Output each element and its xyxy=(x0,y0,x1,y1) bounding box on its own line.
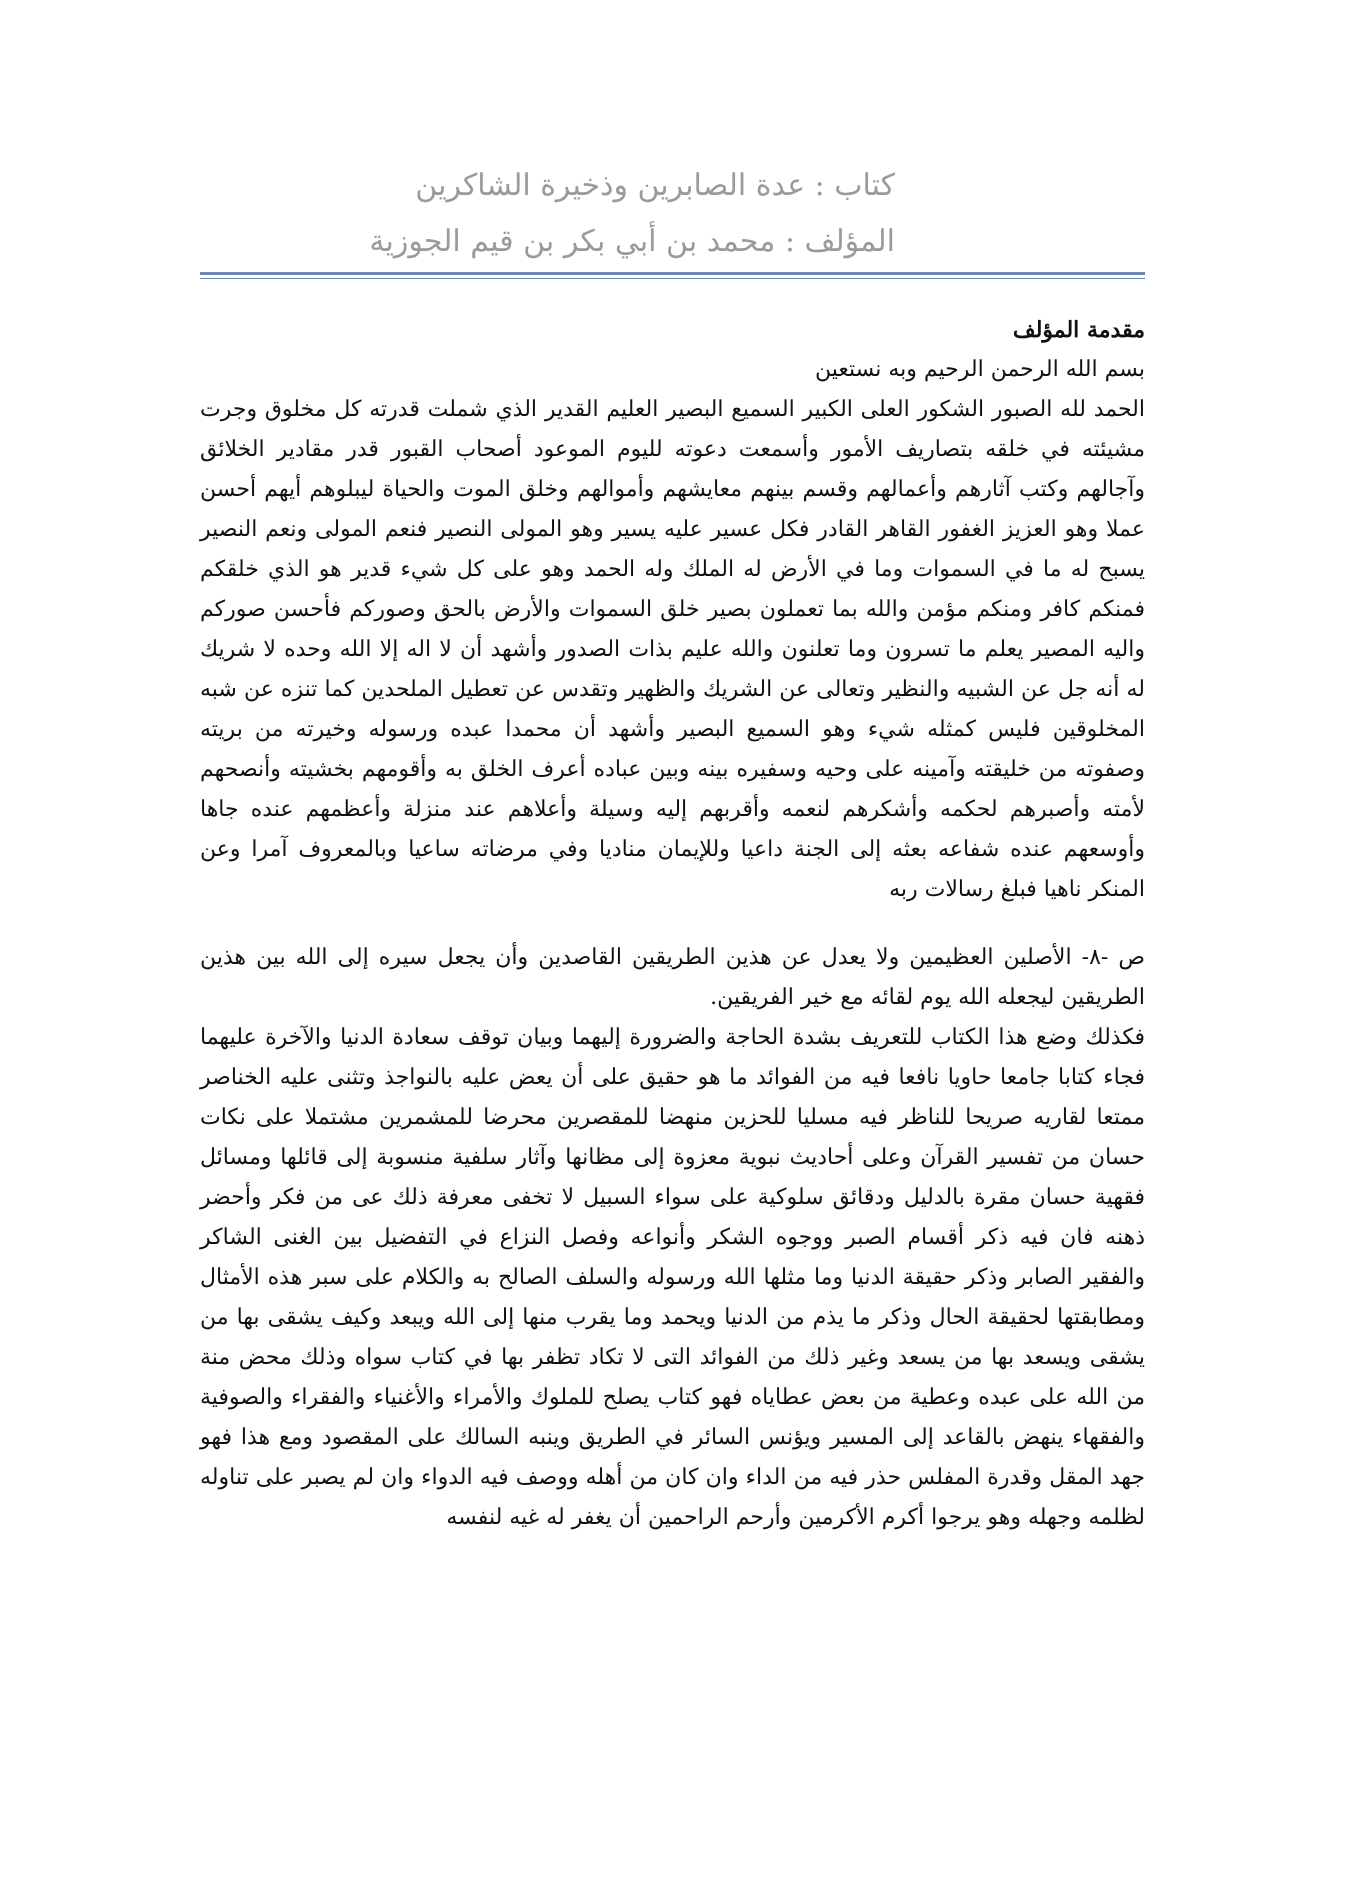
header-divider-thin xyxy=(200,278,1145,279)
book-title-line: كتاب : عدة الصابرين وذخيرة الشاكرين xyxy=(415,168,895,203)
document-body xyxy=(200,310,1145,1538)
paragraph-intro: الحمد لله الصبور الشكور العلى الكبير السميع البصير العليم القدير الذي شملت قدرته كل مخلوق وجرت مشيئته في خلقه بتصاريف الأمور وأسمعت دعوته لليوم الموعود أصحاب القبور قدر مقادير الخلائق وآجالهم وكتب آثارهم وأعمالهم وقسم بينهم معايشهم وأموالهم وخلق الموت والحياة ليبلوهم أيهم أحسن عملا وهو العزيز الغفور القاهر القادر فكل عسير عليه يسير وهو المولى النصير فنعم المولى ونعم النصير يسبح له ما في السموات وما في الأرض له الملك وله الحمد وهو على كل شيء قدير هو الذي خلقكم فمنكم كافر ومنكم مؤمن والله بما تعملون بصير خلق السموات والأرض بالحق وصوركم فأحسن صوركم واليه المصير يعلم ما تسرون وما تعلنون والله عليم بذات الصدور وأشهد أن لا اله إلا الله وحده لا شريك له أنه جل عن الشبيه والنظير وتعالى عن الشريك والظهير وتقدس عن تعطيل الملحدين كما تنزه عن شبه المخلوقين فليس كمثله شيء وهو السميع البصير وأشهد أن محمدا عبده ورسوله وخيرته من بريته وصفوته من خليقته وآمينه على وحيه وسفيره بينه وبين عباده أعرف الخلق به وأقومهم بخشيته وأنصحهم لأمته وأصبرهم لحكمه وأشكرهم لنعمه وأقربهم إليه وسيلة وأعلاهم عند منزلة وأعظمهم عنده جاها وأوسعهم عنده شفاعه بعثه إلى الجنة داعيا وللإيمان مناديا وفي مرضاته ساعيا وبالمعروف آمرا وعن المنكر ناهيا فبلغ رسالات ربه xyxy=(200,397,1145,902)
book-header xyxy=(200,158,895,270)
basmala-line: بسم الله الرحمن الرحيم وبه نستعين xyxy=(814,357,1145,382)
author-line: المؤلف : محمد بن أبي بكر بن قيم الجوزية xyxy=(369,224,895,259)
paragraph-spacer xyxy=(200,910,1145,938)
section-title: مقدمة المؤلف xyxy=(1012,317,1145,343)
paragraph-book-purpose: فكذلك وضع هذا الكتاب للتعريف بشدة الحاجة والضرورة إليهما وبيان توقف سعادة الدنيا والآخرة عليهما فجاء كتابا جامعا حاويا نافعا فيه من الفوائد ما هو حقيق على أن يعض عليه بالنواجذ وتثنى عليه الخناصر ممتعا لقاريه صريحا للناظر فيه مسليا للحزين منهضا للمقصرين محرضا للمشمرين مشتملا على نكات حسان من تفسير القرآن وعلى أحاديث نبوية معزوة إلى مظانها وآثار سلفية منسوبة إلى قائلها ومسائل فقهية حسان مقرة بالدليل ودقائق سلوكية على سواء السبيل لا تخفى معرفة ذلك عى من فكر وأحضر ذهنه فان فيه ذكر أقسام الصبر ووجوه الشكر وأنواعه وفصل النزاع في التفضيل بين الغنى الشاكر والفقير الصابر وذكر حقيقة الدنيا وما مثلها الله ورسوله والسلف الصالح به والكلام على سبر هذه الأمثال ومطابقتها لحقيقة الحال وذكر ما يذم من الدنيا ويحمد وما يقرب منها إلى الله ويبعد وكيف يشقى بها من يشقى ويسعد بها من يسعد وغير ذلك من الفوائد التى لا تكاد تظفر بها في كتاب سواه وذلك محض منة من الله على عبده وعطية من بعض عطاياه فهو كتاب يصلح للملوك والأمراء والأغنياء والفقراء والصوفية والفقهاء ينهض بالقاعد إلى المسير ويؤنس السائر في الطريق وينبه السالك على المقصود ومع هذا فهو جهد المقل وقدرة المفلس حذر فيه من الداء وان كان من أهله ووصف فيه الدواء وان لم يصبر على تناوله لظلمه وجهله وهو يرجوا أكرم الأكرمين وأرحم الراحمين أن يغفر له غيه لنفسه xyxy=(200,1025,1145,1530)
paragraph-page-8: ص -٨- الأصلين العظيمين ولا يعدل عن هذين الطريقين القاصدين وأن يجعل سيره إلى الله بين هذين الطريقين ليجعله الله يوم لقائه مع خير الفريقين. xyxy=(200,945,1145,1010)
header-divider-thick xyxy=(200,272,1145,275)
